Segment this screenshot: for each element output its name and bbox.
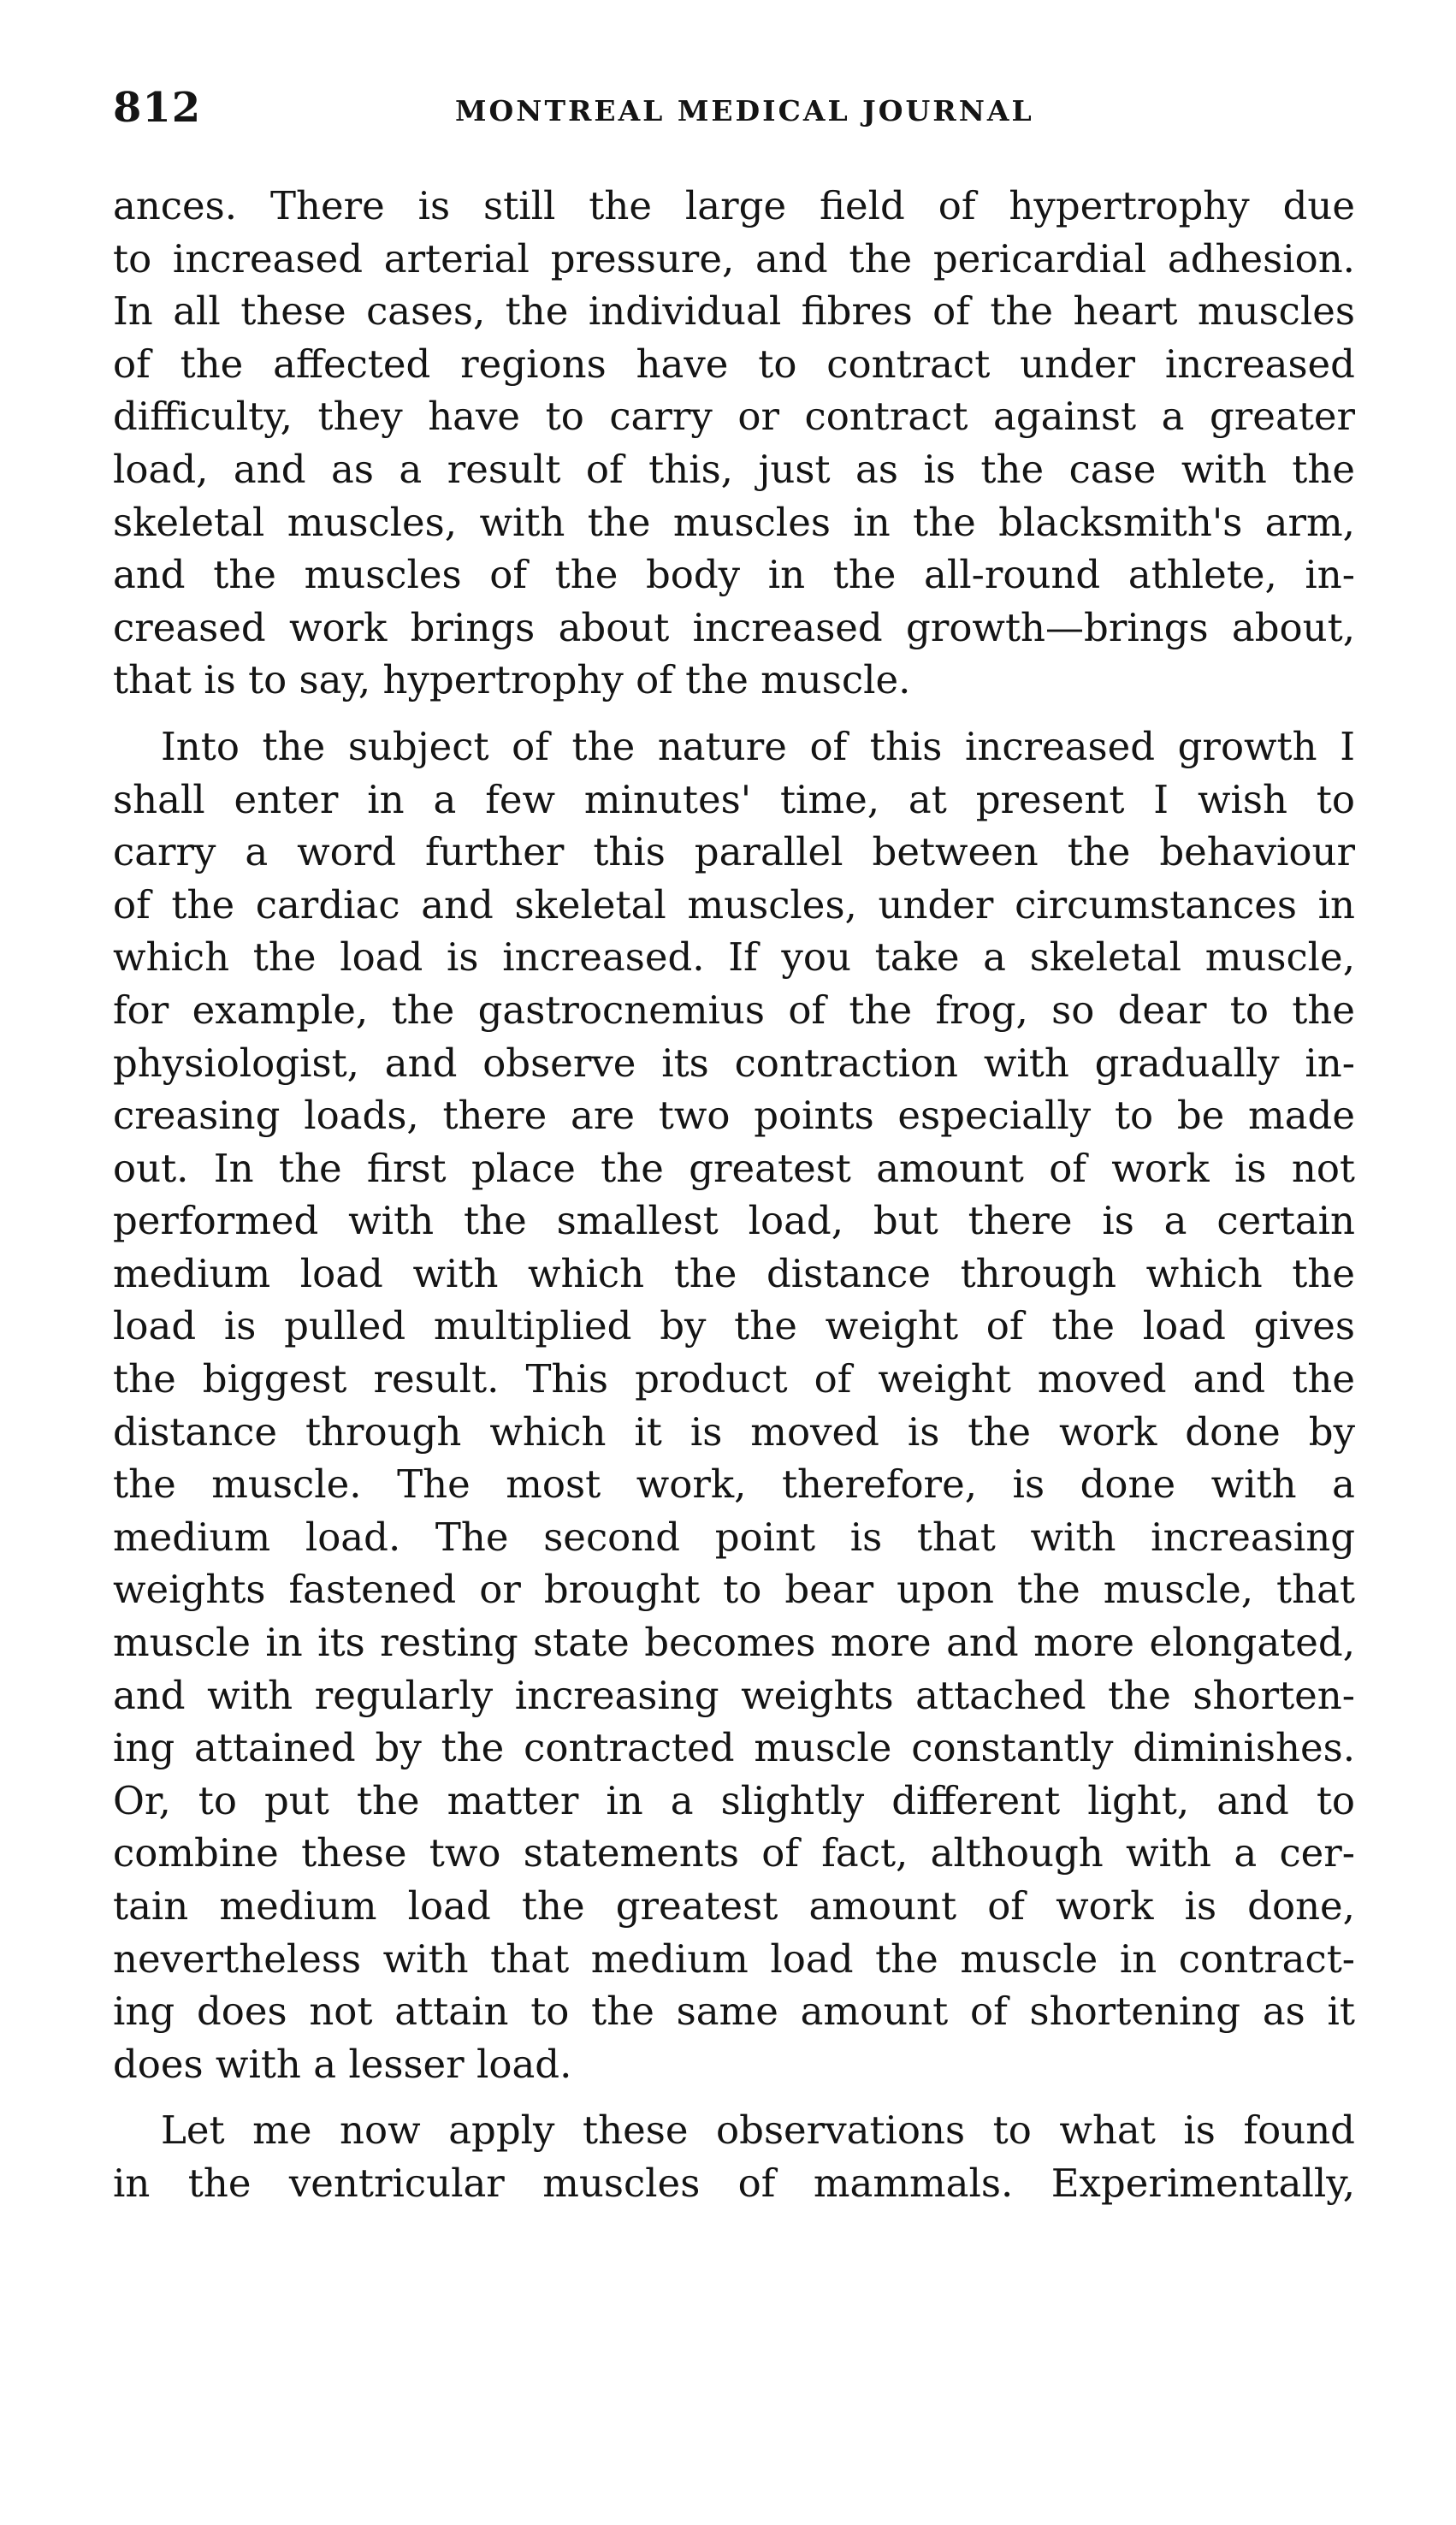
text-line: of the affected regions have to contract under increased — [113, 341, 1355, 387]
text-line: Or, to put the matter in a slightly different light, and to — [113, 1777, 1355, 1823]
paragraph-2 — [113, 720, 1355, 2090]
text-line: to increased arterial pressure, and the pericardial adhesion. — [113, 235, 1355, 282]
journal-page — [113, 84, 1355, 2480]
text-line: muscle in its resting state becomes more and more elongated, — [113, 1620, 1355, 1666]
text-line: ances. There is still the large field of hypertrophy due — [113, 183, 1355, 228]
text-line: shall enter in a few minutes' time, at present I wish to — [113, 776, 1355, 822]
text-line: skeletal muscles, with the muscles in the blacksmith's arm, — [113, 499, 1355, 545]
text-line: medium load with which the distance through which the — [113, 1250, 1355, 1296]
text-line: and the muscles of the body in the all-round athlete, in- — [113, 552, 1355, 598]
text-line: does with a lesser load. — [113, 2041, 572, 2087]
text-line: load, and as a result of this, just as is the case with the — [113, 446, 1355, 492]
text-line: ing attained by the contracted muscle constantly diminishes. — [113, 1725, 1355, 1771]
text-line: creased work brings about increased growth—brings about, — [113, 604, 1355, 650]
text-line: performed with the smallest load, but there is a certain — [113, 1198, 1355, 1244]
text-line: Let me now apply these observations to what is found — [161, 2107, 1355, 2154]
text-line: distance through which it is moved is the work done by — [113, 1408, 1355, 1455]
text-line: in the ventricular muscles of mammals. Experimentally, — [113, 2160, 1355, 2206]
running-head: MONTREAL MEDICAL JOURNAL — [455, 94, 1034, 127]
text-line: combine these two statements of fact, although with a cer- — [113, 1830, 1355, 1876]
paragraph-3 — [113, 2104, 1355, 2209]
text-line: creasing loads, there are two points especially to be made — [113, 1093, 1355, 1139]
text-line: Into the subject of the nature of this increased growth I — [161, 723, 1355, 769]
text-line: the muscle. The most work, therefore, is done with a — [113, 1461, 1355, 1508]
text-line: carry a word further this parallel between the behaviour — [113, 829, 1355, 875]
text-line: load is pulled multiplied by the weight of the load gives — [113, 1303, 1355, 1349]
text-line: that is to say, hypertrophy of the muscle. — [113, 657, 911, 703]
text-line: difficulty, they have to carry or contract against a greater — [113, 394, 1355, 440]
text-line: the biggest result. This product of weight moved and the — [113, 1356, 1355, 1402]
text-line: of the cardiac and skeletal muscles, under circumstances in — [113, 881, 1355, 928]
paragraph-1 — [113, 180, 1355, 707]
text-line: weights fastened or brought to bear upon the muscle, that — [113, 1567, 1355, 1613]
text-line: physiologist, and observe its contraction with gradually in- — [113, 1040, 1355, 1086]
text-line: out. In the first place the greatest amount of work is not — [113, 1145, 1355, 1191]
text-line: tain medium load the greatest amount of work is done, — [113, 1883, 1355, 1929]
body-text — [113, 180, 1355, 2210]
text-line: ing does not attain to the same amount of shortening as it — [113, 1989, 1355, 2035]
text-line: medium load. The second point is that with increasing — [113, 1514, 1355, 1560]
text-line: and with regularly increasing weights attached the shorten- — [113, 1672, 1355, 1718]
text-line: nevertheless with that medium load the muscle in contract- — [113, 1935, 1355, 1982]
page-header — [113, 84, 1355, 152]
text-line: for example, the gastrocnemius of the frog, so dear to the — [113, 987, 1355, 1033]
text-line: In all these cases, the individual fibres of the heart muscles — [113, 288, 1355, 335]
text-line: which the load is increased. If you take a skeletal muscle, — [113, 934, 1355, 981]
page-number: 812 — [113, 84, 202, 132]
